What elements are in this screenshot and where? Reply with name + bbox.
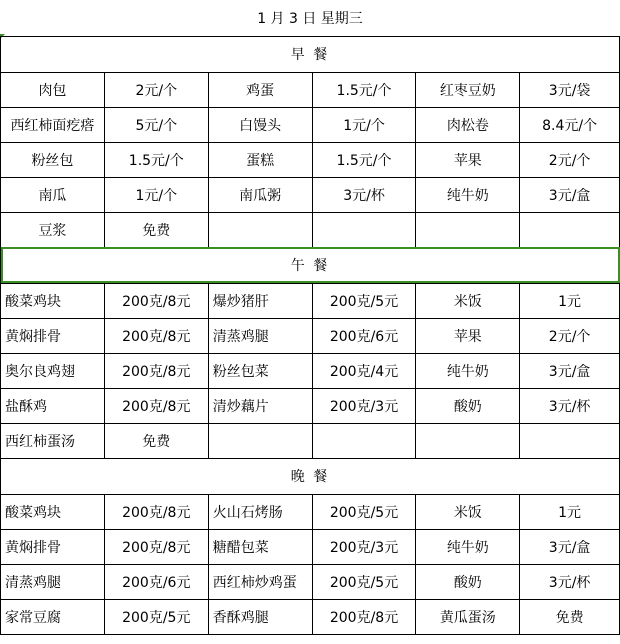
price-cell: 200克/5元 <box>104 599 208 634</box>
price-cell <box>520 423 620 458</box>
price-cell <box>520 212 620 247</box>
price-cell: 200克/8元 <box>312 599 416 634</box>
dish-name-cell: 酸菜鸡块 <box>1 494 105 529</box>
dish-name-cell: 清炒藕片 <box>208 388 312 423</box>
dish-name-cell: 爆炒猪肝 <box>208 283 312 318</box>
dinner-heading: 晚 餐 <box>1 458 620 494</box>
price-cell: 200克/8元 <box>104 388 208 423</box>
dish-name-cell: 豆浆 <box>1 212 105 247</box>
price-cell: 1元 <box>520 494 620 529</box>
price-cell: 1元 <box>520 283 620 318</box>
price-cell: 200克/8元 <box>104 318 208 353</box>
dish-name-cell <box>208 212 312 247</box>
price-cell: 免费 <box>104 212 208 247</box>
dish-name-cell: 纯牛奶 <box>416 353 520 388</box>
table-row <box>1 72 620 107</box>
dish-name-cell: 清蒸鸡腿 <box>1 564 105 599</box>
title-row <box>1 0 620 36</box>
table-row <box>1 142 620 177</box>
price-cell: 5元/个 <box>104 107 208 142</box>
price-cell: 200克/5元 <box>312 283 416 318</box>
table-row <box>1 388 620 423</box>
dish-name-cell: 酸奶 <box>416 564 520 599</box>
dish-name-cell: 酸奶 <box>416 388 520 423</box>
price-cell: 200克/8元 <box>104 353 208 388</box>
price-cell: 200克/8元 <box>104 283 208 318</box>
dish-name-cell: 南瓜 <box>1 177 105 212</box>
price-cell: 200克/5元 <box>312 564 416 599</box>
dish-name-cell: 西红柿面疙瘩 <box>1 107 105 142</box>
dish-name-cell: 米饭 <box>416 494 520 529</box>
breakfast-heading: 早 餐 <box>1 36 620 72</box>
table-row <box>1 353 620 388</box>
price-cell <box>312 212 416 247</box>
price-cell: 1元/个 <box>312 107 416 142</box>
dish-name-cell: 清蒸鸡腿 <box>208 318 312 353</box>
price-cell: 3元/盒 <box>520 529 620 564</box>
dish-name-cell: 红枣豆奶 <box>416 72 520 107</box>
table-row <box>1 494 620 529</box>
dish-name-cell: 香酥鸡腿 <box>208 599 312 634</box>
dish-name-cell: 西红柿蛋汤 <box>1 423 105 458</box>
price-cell: 3元/袋 <box>520 72 620 107</box>
dish-name-cell: 纯牛奶 <box>416 177 520 212</box>
dish-name-cell: 黄焖排骨 <box>1 529 105 564</box>
dish-name-cell <box>416 212 520 247</box>
dish-name-cell: 粉丝包 <box>1 142 105 177</box>
price-cell: 200克/6元 <box>312 318 416 353</box>
price-cell: 3元/杯 <box>312 177 416 212</box>
lunch-heading-row <box>1 247 620 283</box>
dish-name-cell: 奥尔良鸡翅 <box>1 353 105 388</box>
dish-name-cell <box>208 423 312 458</box>
dish-name-cell: 粉丝包菜 <box>208 353 312 388</box>
price-cell: 200克/5元 <box>312 494 416 529</box>
table-row <box>1 529 620 564</box>
price-cell: 200克/8元 <box>104 494 208 529</box>
price-cell <box>312 423 416 458</box>
price-cell: 1.5元/个 <box>312 142 416 177</box>
price-cell: 200克/4元 <box>312 353 416 388</box>
dish-name-cell: 糖醋包菜 <box>208 529 312 564</box>
price-cell: 200克/6元 <box>104 564 208 599</box>
price-cell: 免费 <box>104 423 208 458</box>
dish-name-cell: 苹果 <box>416 318 520 353</box>
price-cell: 1.5元/个 <box>104 142 208 177</box>
price-cell: 免费 <box>520 599 620 634</box>
price-cell: 200克/3元 <box>312 529 416 564</box>
page-title: 1 月 3 日 星期三 <box>1 0 620 36</box>
dish-name-cell: 肉包 <box>1 72 105 107</box>
dish-name-cell: 黄焖排骨 <box>1 318 105 353</box>
dish-name-cell: 南瓜粥 <box>208 177 312 212</box>
dish-name-cell: 纯牛奶 <box>416 529 520 564</box>
price-cell: 200克/8元 <box>104 529 208 564</box>
table-row <box>1 318 620 353</box>
dish-name-cell: 蛋糕 <box>208 142 312 177</box>
dish-name-cell: 肉松卷 <box>416 107 520 142</box>
price-cell: 2元/个 <box>520 318 620 353</box>
table-row <box>1 564 620 599</box>
price-cell: 3元/盒 <box>520 177 620 212</box>
price-cell: 1元/个 <box>104 177 208 212</box>
price-cell: 2元/个 <box>520 142 620 177</box>
table-row <box>1 599 620 634</box>
price-cell: 8.4元/个 <box>520 107 620 142</box>
lunch-heading: 午 餐 <box>1 247 620 283</box>
dish-name-cell: 酸菜鸡块 <box>1 283 105 318</box>
price-cell: 2元/个 <box>104 72 208 107</box>
table-row <box>1 107 620 142</box>
table-row <box>1 423 620 458</box>
breakfast-heading-row <box>1 36 620 72</box>
dish-name-cell: 米饭 <box>416 283 520 318</box>
dish-name-cell: 苹果 <box>416 142 520 177</box>
dish-name-cell: 鸡蛋 <box>208 72 312 107</box>
dish-name-cell: 黄瓜蛋汤 <box>416 599 520 634</box>
dish-name-cell <box>416 423 520 458</box>
dish-name-cell: 西红柿炒鸡蛋 <box>208 564 312 599</box>
price-cell: 1.5元/个 <box>312 72 416 107</box>
dinner-heading-row <box>1 458 620 494</box>
dish-name-cell: 火山石烤肠 <box>208 494 312 529</box>
table-row <box>1 212 620 247</box>
table-row <box>1 177 620 212</box>
price-cell: 200克/3元 <box>312 388 416 423</box>
dish-name-cell: 盐酥鸡 <box>1 388 105 423</box>
table-row <box>1 283 620 318</box>
dish-name-cell: 家常豆腐 <box>1 599 105 634</box>
dish-name-cell: 白馒头 <box>208 107 312 142</box>
price-cell: 3元/杯 <box>520 388 620 423</box>
price-cell: 3元/盒 <box>520 353 620 388</box>
price-cell: 3元/杯 <box>520 564 620 599</box>
